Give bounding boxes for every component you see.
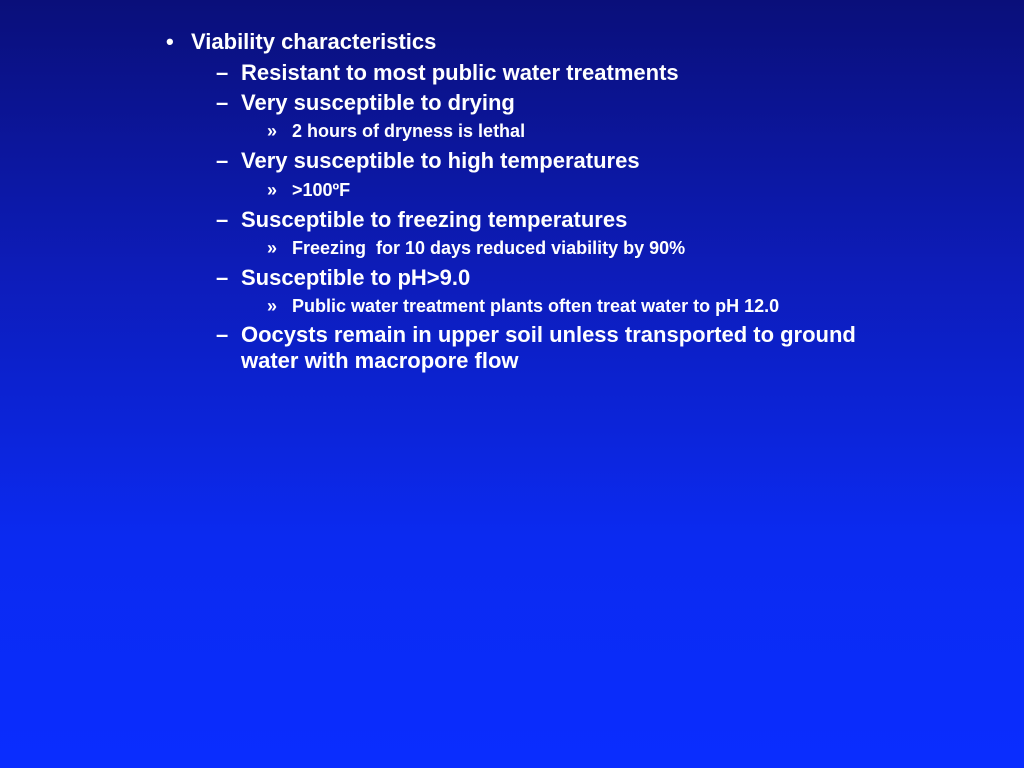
subbullet-resistant-treatments: Resistant to most public water treatments: [241, 60, 679, 85]
chevron-marker: »: [267, 296, 278, 316]
subbullet-susceptible-freezing: Susceptible to freezing temperatures: [241, 207, 628, 232]
detail-treatment-ph: Public water treatment plants often treat water to pH 12.0: [292, 296, 780, 316]
subbullet-susceptible-drying: Very susceptible to drying: [241, 90, 515, 115]
detail-temperature-threshold: >100ºF: [292, 180, 351, 200]
dash-marker: –: [216, 265, 229, 290]
subbullet-susceptible-high-temps: Very susceptible to high temperatures: [241, 148, 640, 173]
dash-marker: –: [216, 322, 229, 347]
dash-marker: –: [216, 60, 229, 85]
subbullet-oocysts-soil-line2: water with macropore flow: [241, 348, 519, 373]
bullet-viability-characteristics: Viability characteristics: [191, 29, 437, 54]
subbullet-oocysts-soil-line1: Oocysts remain in upper soil unless transported to ground: [241, 322, 856, 347]
detail-freezing-viability: Freezing for 10 days reduced viability by 90%: [292, 238, 686, 258]
dash-marker: –: [216, 90, 229, 115]
subbullet-susceptible-ph: Susceptible to pH>9.0: [241, 265, 471, 290]
dash-marker: –: [216, 148, 229, 173]
chevron-marker: »: [267, 121, 278, 141]
bullet-marker: •: [166, 29, 174, 54]
chevron-marker: »: [267, 180, 278, 200]
detail-dryness-lethal: 2 hours of dryness is lethal: [292, 121, 526, 141]
dash-marker: –: [216, 207, 229, 232]
chevron-marker: »: [267, 238, 278, 258]
